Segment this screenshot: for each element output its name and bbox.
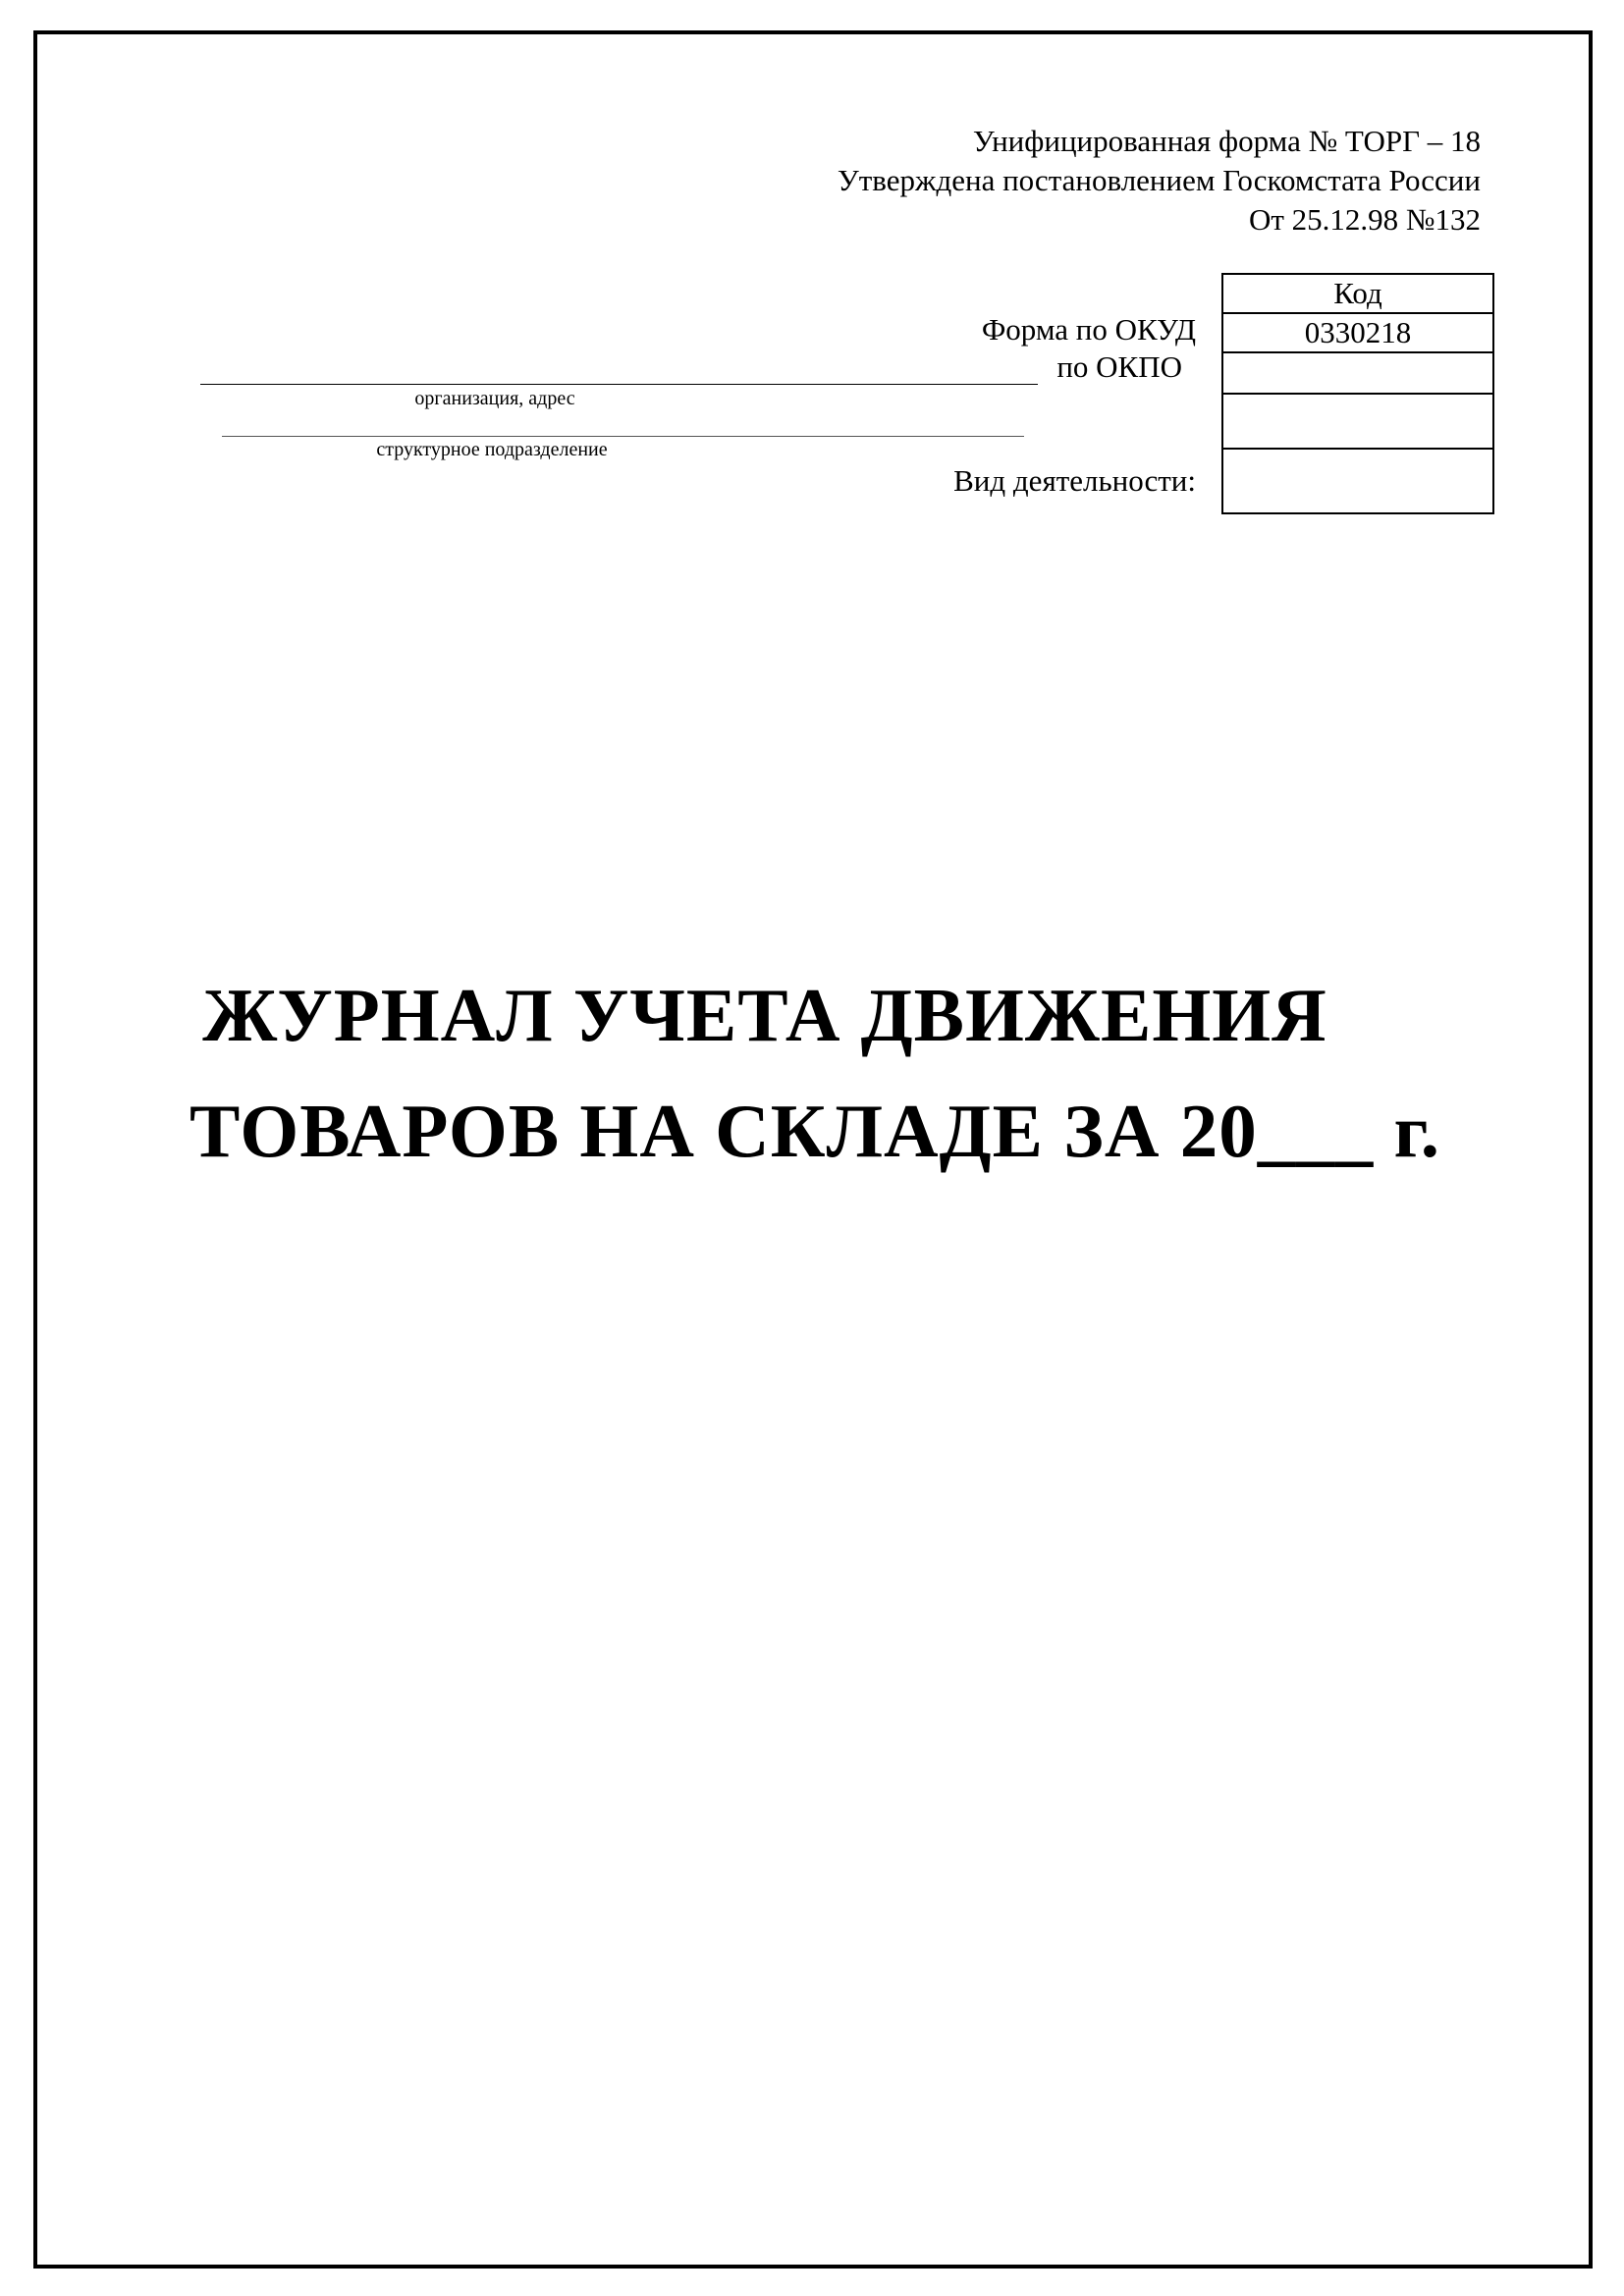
approval-authority: Утверждена постановлением Госкомстата России — [837, 163, 1481, 197]
activity-code-cell[interactable] — [1222, 449, 1493, 513]
form-name: Унифицированная форма № ТОРГ – 18 — [972, 124, 1481, 158]
form-approval-block — [838, 122, 1481, 240]
department-fill-line[interactable] — [222, 436, 1024, 437]
organization-fill-line[interactable] — [200, 384, 1038, 385]
activity-label: Вид деятельности: — [953, 463, 1196, 498]
organization-caption: организация, адрес — [414, 388, 575, 409]
okpo-code-cell[interactable] — [1222, 352, 1493, 394]
title-line-1: ЖУРНАЛ УЧЕТА ДВИЖЕНИЯ — [202, 973, 1327, 1057]
code-table — [1221, 273, 1494, 514]
journal-title — [59, 957, 1571, 1189]
extra-code-cell[interactable] — [1222, 394, 1493, 449]
approval-date-number: От 25.12.98 №132 — [1248, 202, 1481, 237]
code-header-cell: Код — [1222, 274, 1493, 313]
okpo-label: по ОКПО — [1056, 349, 1182, 384]
okud-code-cell[interactable]: 0330218 — [1222, 313, 1493, 352]
title-line-2: ТОВАРОВ НА СКЛАДЕ ЗА 20___ г. — [189, 1089, 1440, 1173]
department-caption: структурное подразделение — [376, 439, 608, 460]
okud-label: Форма по ОКУД — [981, 312, 1196, 347]
